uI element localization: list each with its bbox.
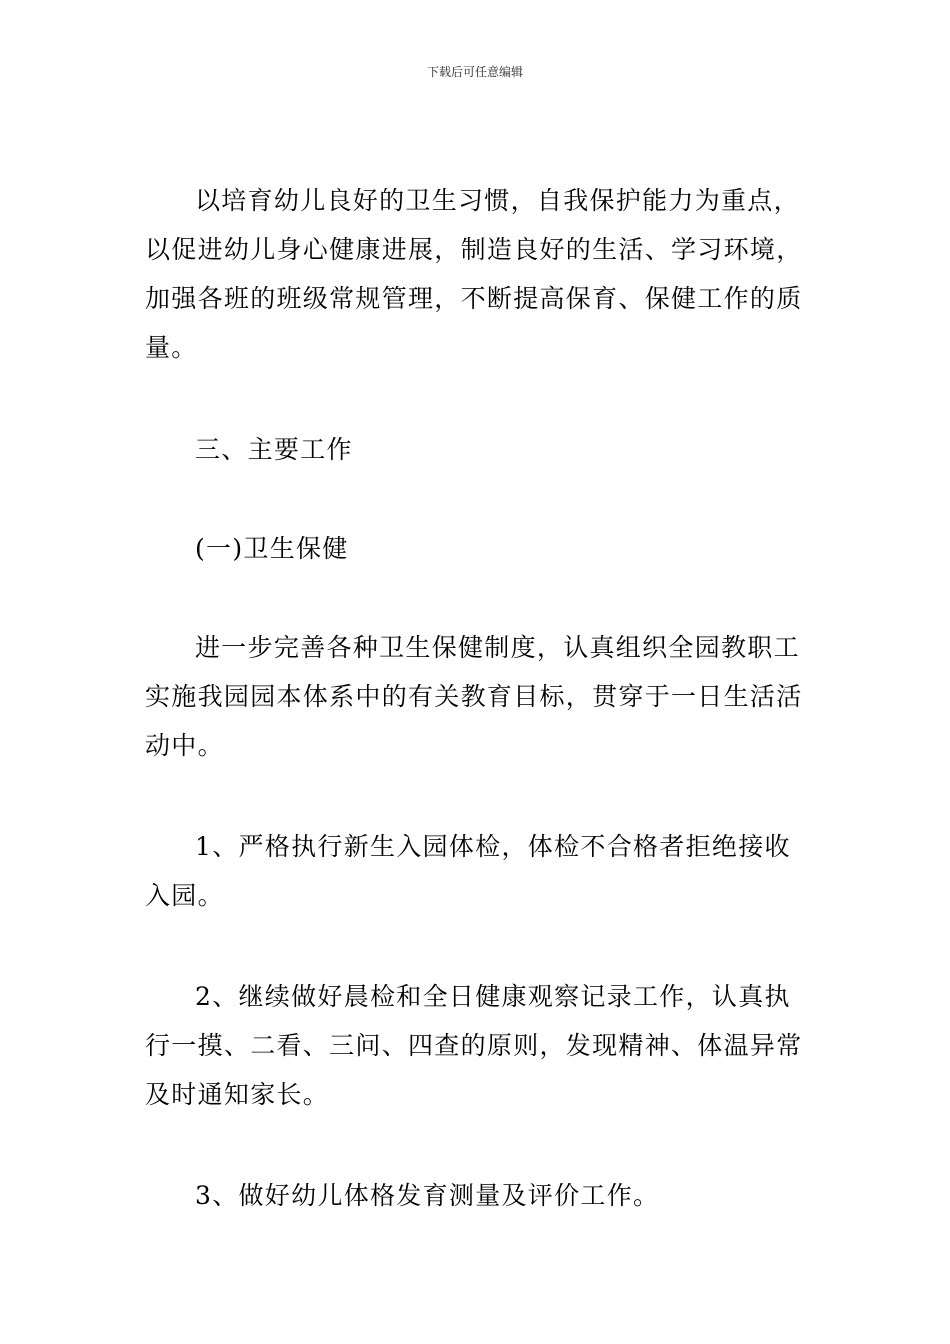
paragraph-text: 进一步完善各种卫生保健制度，认真组织全园教职工实施我园园本体系中的有关教育目标，贯穿于一日生活活动中。 xyxy=(145,633,803,760)
list-item-1 xyxy=(145,822,813,920)
list-item-2 xyxy=(145,972,813,1119)
paragraph-health-system xyxy=(145,623,813,770)
heading-text: (一)卫生保健 xyxy=(195,534,349,563)
list-item-text: 3、做好幼儿体格发育测量及评价工作。 xyxy=(195,1181,660,1210)
list-item-text: 2、继续做好晨检和全日健康观察记录工作，认真执行一摸、二看、三问、四查的原则，发现精神、体温异常及时通知家长。 xyxy=(145,982,803,1109)
section-heading-main-work xyxy=(145,425,813,474)
subsection-heading-health-care xyxy=(145,524,813,573)
heading-text: 三、主要工作 xyxy=(195,435,353,464)
page-header: 下载后可任意编辑 xyxy=(426,65,523,79)
paragraph-intro xyxy=(145,176,813,372)
list-item-text: 1、严格执行新生入园体检，体检不合格者拒绝接收入园。 xyxy=(145,832,791,910)
paragraph-text: 以培育幼儿良好的卫生习惯，自我保护能力为重点，以促进幼儿身心健康进展，制造良好的生活、学习环境，加强各班的班级常规管理，不断提高保育、保健工作的质量。 xyxy=(145,186,803,362)
list-item-3 xyxy=(145,1171,813,1220)
